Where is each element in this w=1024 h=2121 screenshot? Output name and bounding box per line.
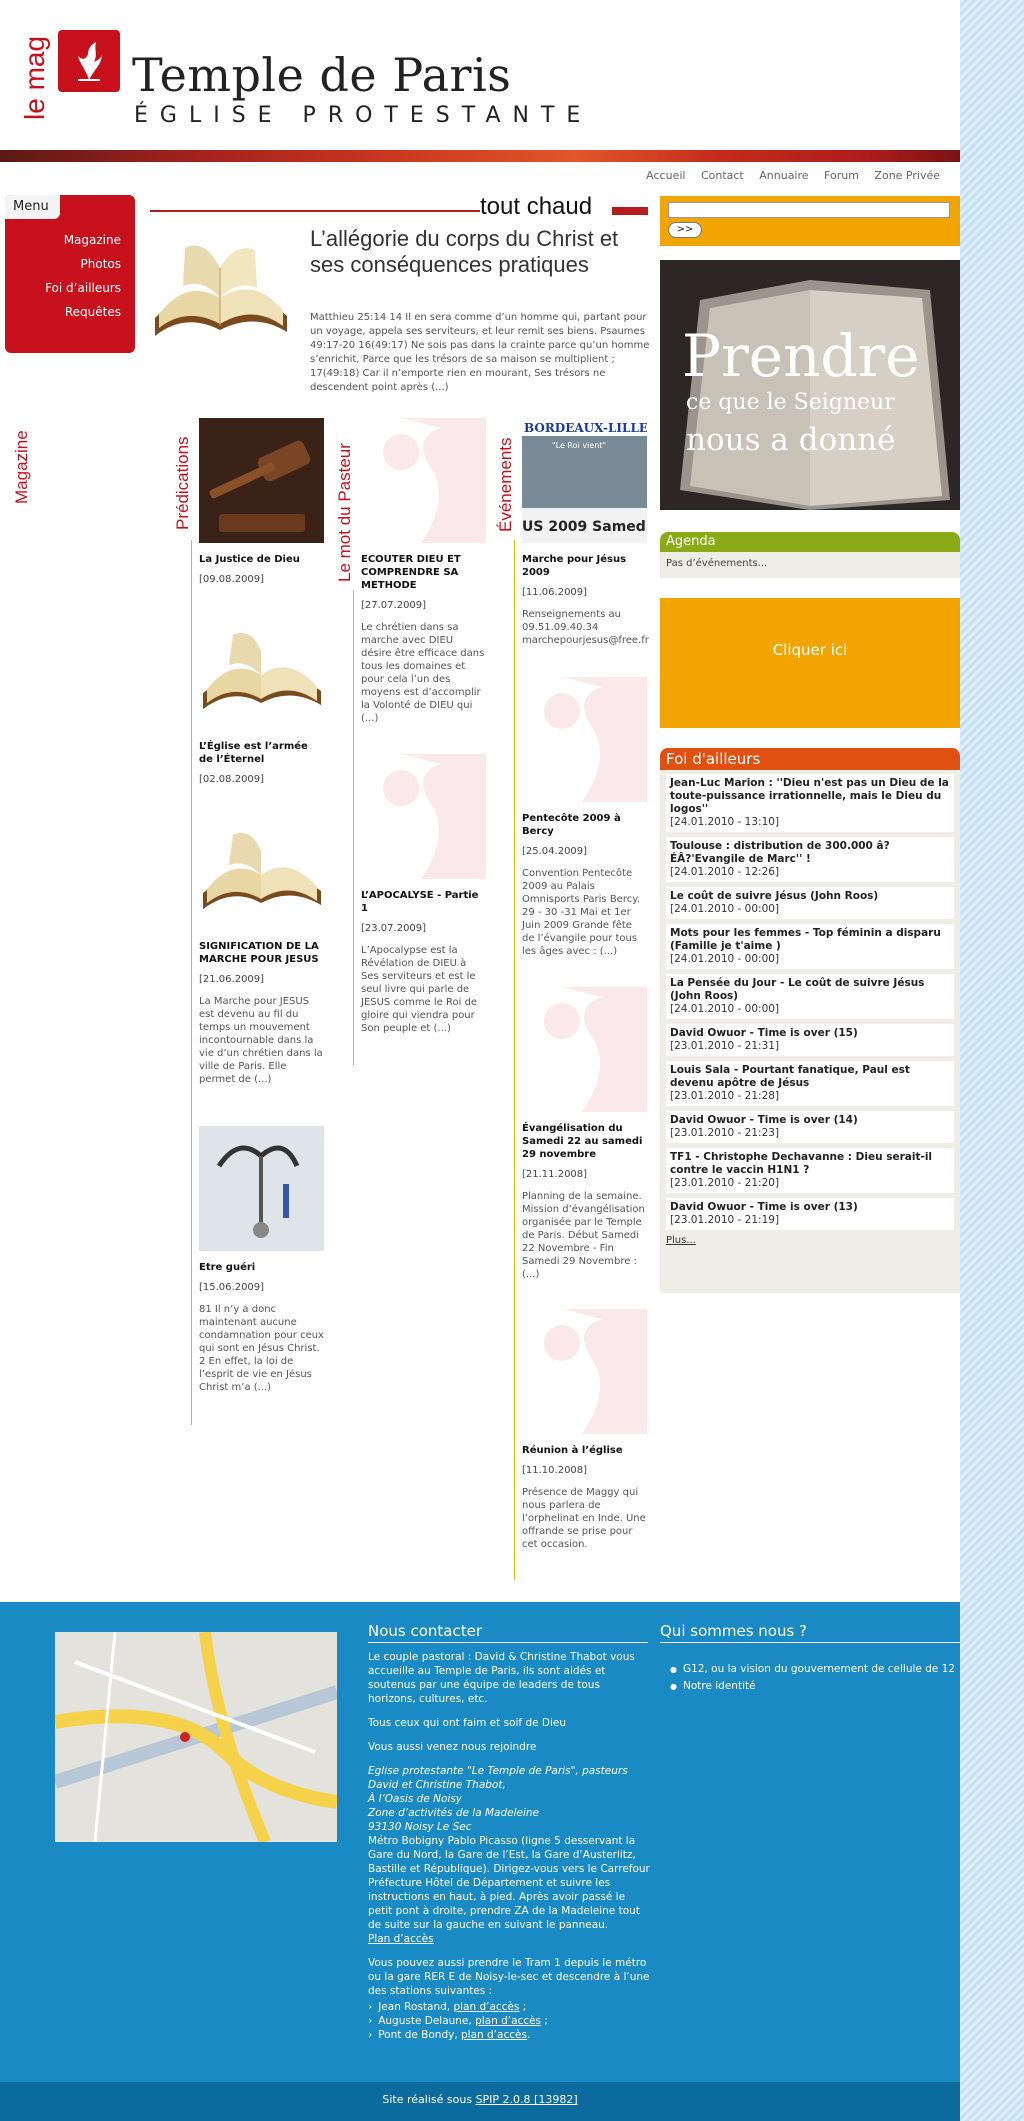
marche-poster-image[interactable] — [522, 418, 647, 543]
article-card — [199, 1126, 324, 1394]
pasteur-rule — [353, 590, 354, 1065]
featured-book-image[interactable] — [145, 228, 295, 350]
article-excerpt: Planning de la semaine. Mission d’évangélisation organisée par le Temple de Paris. Début Samedi 22 Novembre - Fin Samedi 29 Novembre : (...) — [522, 1191, 645, 1280]
foi-item[interactable] — [666, 1061, 954, 1106]
agenda-empty: Pas d’événements... — [660, 552, 960, 578]
foi-item-date: [23.01.2010 - 21:23] — [670, 1127, 780, 1139]
article-card — [199, 605, 324, 785]
article-excerpt: La Marche pour JESUS est devenu au fil du temps un mouvement incontournable dans la vie d’un chrétien dans la ville de Paris. Elle permet de (...) — [199, 996, 323, 1085]
station-plan-link[interactable]: plan d’accès — [475, 2015, 542, 2027]
contact-title: Nous contacter — [368, 1622, 648, 1643]
nav-contact[interactable]: Contact — [700, 169, 744, 182]
pasteur-label[interactable]: Le mot du Pasteur — [335, 443, 354, 582]
article-title[interactable]: Etre guéri — [199, 1262, 256, 1273]
placeholder-icon[interactable] — [522, 987, 647, 1112]
top-navigation — [634, 169, 940, 182]
cliquer-ici-button[interactable]: Cliquer ici — [660, 598, 960, 728]
foi-item-date: [24.01.2010 - 13:10] — [670, 816, 780, 828]
featured-title[interactable]: L’allégorie du corps du Christ et ses conséquences pratiques — [310, 226, 619, 277]
search-box — [660, 196, 960, 246]
menu — [5, 195, 135, 353]
footer — [0, 1602, 960, 2082]
station-item: › Auguste Delaune, plan d’accès ; — [368, 2014, 650, 2028]
article-excerpt: Renseignements au 09.51.09.40.34 marchepourjesus@free.fr — [522, 609, 649, 646]
article-card — [522, 987, 647, 1281]
featured-excerpt: Matthieu 25:14 14 Il en sera comme d’un homme qui, partant pour un voyage, appela ses serviteurs, et leur remit ses biens. Psaumes 49:17-20 16(49:17) Ne sois pas dans la crainte parce qu’un homme s’enrichit, Parce que les trésors de sa maison se multiplient ; 17(49:18) Car il n’emporte rien en mourant, Ses trésors ne descendent point après (...) — [310, 312, 650, 393]
foi-item-date: [24.01.2010 - 12:26] — [670, 866, 780, 878]
foi-item-title[interactable]: La Pensée du Jour - Le coût de suivre Jésus (John Roos) — [670, 977, 925, 1002]
foi-item-title[interactable]: Toulouse : distribution de 300.000 â?ÉÂ?'Evangile de Marc'' ! — [670, 840, 890, 865]
foi-item-title[interactable]: Mots pour les femmes - Top féminin a disparu (Famille je t'aime ) — [670, 927, 941, 952]
contact-p2: Tous ceux qui ont faim et soif de Dieu — [368, 1717, 567, 1729]
foi-item[interactable] — [666, 974, 954, 1019]
placeholder-icon[interactable] — [522, 1309, 647, 1434]
article-date: [25.04.2009] — [522, 846, 588, 857]
menu-tab: Menu — [5, 195, 60, 219]
article-title[interactable]: La Justice de Dieu — [199, 554, 300, 565]
article-date: [02.08.2009] — [199, 774, 265, 785]
article-excerpt: Le chrétien dans sa marche avec DIEU désire être efficace dans tous les domaines et pour cela l’un des moyens est d’accomplir la Volonté de DIEU qui (...) — [361, 622, 485, 724]
address-line-4: 93130 Noisy Le Sec — [368, 1821, 472, 1833]
article-title[interactable]: Pentecôte 2009 à Bercy — [522, 813, 621, 837]
station-plan-link[interactable]: plan d’accès — [461, 2029, 527, 2041]
qui-sommes-nous-title: Qui sommes nous ? — [660, 1622, 960, 1643]
article-date: [15.06.2009] — [199, 1282, 265, 1293]
station-item: › Jean Rostand, plan d’accès ; — [368, 2000, 650, 2014]
le-mag-logo[interactable] — [14, 20, 54, 130]
foi-item-title[interactable]: David Owuor - Time is over (15) — [670, 1027, 858, 1039]
credits-text: Site réalisé sous — [382, 2093, 476, 2106]
foi-item-date: [24.01.2010 - 00:00] — [670, 1003, 780, 1015]
foi-item[interactable] — [666, 1148, 954, 1193]
qui-sommes-nous-list — [670, 1662, 955, 1696]
stethoscope-image[interactable] — [199, 1126, 324, 1251]
tram-directions: Vous pouvez aussi prendre le Tram 1 depuis le métro ou la gare RER E de Noisy-le-sec et descendre à l’une des stations suivantes : — [368, 1957, 650, 1997]
placeholder-icon[interactable] — [522, 677, 647, 802]
evenements-rule — [514, 540, 515, 1580]
book-image[interactable] — [199, 605, 324, 730]
gavel-image[interactable] — [199, 418, 324, 543]
predications-rule — [191, 540, 192, 1425]
article-date: [23.07.2009] — [361, 923, 427, 934]
article-card — [199, 805, 324, 1086]
foi-item[interactable] — [666, 1198, 954, 1230]
foi-more-link[interactable]: Plus... — [666, 1235, 696, 1246]
article-excerpt: 81 Il n’y a donc maintenant aucune condamnation pour ceux qui sont en Jésus Christ. 2 En effet, la loi de l’esprit de vie en Jésus Christ m’a (...) — [199, 1304, 324, 1393]
foi-item[interactable] — [666, 774, 954, 832]
article-date: [27.07.2009] — [361, 600, 427, 611]
foi-item-date: [24.01.2010 - 00:00] — [670, 903, 780, 915]
article-excerpt: Présence de Maggy qui nous parlera de l’orphelinat en Inde. Une offrande se prise pour cet occasion. — [522, 1487, 646, 1550]
article-card — [361, 418, 486, 725]
search-button[interactable]: >> — [668, 222, 702, 238]
address-line-3: Zone d’activités de la Madeleine — [368, 1807, 540, 1819]
address-line-1: Eglise protestante "Le Temple de Paris", pasteurs David et Christine Thabot, — [368, 1765, 628, 1791]
foi-item[interactable] — [666, 837, 954, 882]
foi-ailleurs-title: Foi d'ailleurs — [660, 748, 960, 770]
article-title[interactable]: Évangélisation du Samedi 22 au samedi 29 novembre — [522, 1123, 643, 1160]
tout-chaud-label: tout chaud — [480, 193, 593, 220]
article-title[interactable]: Réunion à l’église — [522, 1445, 623, 1456]
qui-item-identite[interactable]: ● Notre identité — [670, 1679, 955, 1694]
tout-chaud-accent — [612, 207, 648, 215]
qui-item-g12[interactable]: ● G12, ou la vision du gouvernement de cellule de 12 — [670, 1662, 955, 1677]
menu-item-magazine[interactable]: Magazine — [63, 233, 121, 247]
nav-accueil[interactable]: Accueil — [646, 169, 686, 182]
article-date: [11.06.2009] — [522, 587, 588, 598]
article-date: [09.08.2009] — [199, 574, 265, 585]
magazine-label[interactable]: Magazine — [12, 430, 31, 504]
predications-label[interactable]: Prédications — [173, 436, 192, 530]
station-plan-link[interactable]: plan d’accès — [453, 2001, 520, 2013]
menu-item-foi-ailleurs[interactable]: Foi d’ailleurs — [45, 281, 121, 295]
poster-line-1: BORDEAUX-LILLE- — [524, 421, 647, 435]
nav-zone-privee[interactable]: Zone Privée — [874, 169, 940, 182]
placeholder-icon[interactable] — [361, 418, 486, 543]
foi-item[interactable] — [666, 887, 954, 919]
site-title[interactable]: Temple de Paris — [132, 48, 512, 102]
foi-item-title[interactable]: David Owuor - Time is over (13) — [670, 1201, 858, 1213]
poster-line-3: US 2009 Samedi — [522, 519, 647, 535]
article-title[interactable]: ECOUTER DIEU ET COMPRENDRE SA METHODE — [361, 554, 461, 591]
article-card — [361, 754, 486, 1035]
article-card — [522, 677, 647, 958]
address-line-2: À l’Oasis de Noisy — [368, 1793, 463, 1805]
metro-directions: Métro Bobigny Pablo Picasso (ligne 5 desservant la Gare du Nord, la Gare de l’Est, la Gare d’Austerlitz, Bastille et République). Dirigez-vous vers le Carrefour Préfecture Hôtel de Département et suivre les instructions en haut, à pied. Après avoir passé le petit pont à droite, prendre ZA de la Madeleine tout de suite sur la gauche en suivant le panneau. — [368, 1835, 650, 1931]
foi-item-title[interactable]: TF1 - Christophe Dechavanne : Dieu serait-il contre le vaccin H1N1 ? — [670, 1151, 933, 1176]
evenements-label[interactable]: Événements — [496, 437, 515, 532]
poster-line-2: "Le Roi vient" — [552, 441, 607, 450]
plan-acces-link[interactable]: Plan d’accès — [368, 1933, 434, 1945]
placeholder-icon[interactable] — [361, 754, 486, 879]
map-image[interactable] — [55, 1632, 337, 1842]
article-title[interactable]: SIGNIFICATION DE LA MARCHE POUR JESUS — [199, 941, 319, 965]
foi-item-date: [23.01.2010 - 21:20] — [670, 1177, 780, 1189]
banner-line-2: ce que le Seigneur — [686, 390, 895, 415]
article-date: [21.06.2009] — [199, 974, 265, 985]
foi-item-title[interactable]: Le coût de suivre Jésus (John Roos) — [670, 890, 879, 902]
article-title[interactable]: Marche pour Jésus 2009 — [522, 554, 627, 578]
contact-body — [368, 1650, 650, 2042]
menu-item-photos[interactable]: Photos — [80, 257, 121, 271]
banner-line-3: nous a donné — [686, 422, 896, 458]
le-mag-text: le mag — [19, 35, 50, 120]
tout-chaud-rule — [150, 210, 480, 212]
site-subtitle: ÉGLISE PROTESTANTE — [134, 103, 593, 128]
foi-item-date: [23.01.2010 - 21:28] — [670, 1090, 780, 1102]
article-date: [11.10.2008] — [522, 1465, 588, 1476]
station-item: › Pont de Bondy, plan d’accès. — [368, 2028, 650, 2042]
foi-item-date: [23.01.2010 - 21:19] — [670, 1214, 780, 1226]
foi-item[interactable] — [666, 1024, 954, 1056]
foi-item-title[interactable]: Jean-Luc Marion : ''Dieu n'est pas un Dieu de la toute-puissance irrationnelle, mais le Dieu du logos'' — [670, 777, 949, 815]
spip-link[interactable]: SPIP 2.0.8 [13982] — [475, 2093, 578, 2106]
stations-list — [368, 2000, 650, 2042]
contact-p3: Vous aussi venez nous rejoindre — [368, 1741, 537, 1753]
article-date: [21.11.2008] — [522, 1169, 588, 1180]
article-title[interactable]: L’APOCALYSE - Partie 1 — [361, 890, 479, 914]
article-excerpt: Convention Pentecôte 2009 au Palais Omnisports Paris Bercy. 29 - 30 -31 Mai et 1er Juin 2009 Grande fête de l’évangile pour tous les âges avec : (...) — [522, 868, 640, 957]
foi-item[interactable] — [666, 924, 954, 969]
foi-item-date: [23.01.2010 - 21:31] — [670, 1040, 780, 1052]
article-excerpt: L’Apocalypse est la Révélation de DIEU à Ses serviteurs et est le seul livre qui parle de JESUS comme le Roi de gloire qui viendra pour Son peuple et (...) — [361, 945, 478, 1034]
article-card — [522, 1309, 647, 1551]
header — [0, 0, 960, 162]
banner-line-1: Prendre — [682, 322, 920, 390]
foi-item-title[interactable]: Louis Sala - Pourtant fanatique, Paul est devenu apôtre de Jésus — [670, 1064, 910, 1089]
foi-item-title[interactable]: David Owuor - Time is over (14) — [670, 1114, 858, 1126]
menu-list — [45, 233, 121, 329]
article-title[interactable]: L’Église est l’armée de l’Éternel — [199, 741, 308, 765]
temple-logo-icon[interactable] — [58, 30, 120, 92]
foi-item[interactable] — [666, 1111, 954, 1143]
article-card — [199, 418, 324, 585]
search-input[interactable] — [668, 202, 950, 218]
header-band — [0, 150, 960, 162]
contact-p1: Le couple pastoral : David & Christine Thabot vous accueille au Temple de Paris, ils sont aidés et soutenus par une équipe de leaders de tous horizons, cultures, etc. — [368, 1651, 635, 1705]
prendre-banner[interactable] — [660, 260, 960, 510]
article-card — [522, 418, 647, 647]
nav-annuaire[interactable]: Annuaire — [759, 169, 809, 182]
foi-item-date: [24.01.2010 - 00:00] — [670, 953, 780, 965]
bottom-bar — [0, 2082, 960, 2121]
agenda-title: Agenda — [660, 532, 960, 552]
book-image[interactable] — [199, 805, 324, 930]
menu-item-requetes[interactable]: Requêtes — [64, 305, 121, 319]
foi-ailleurs-list — [660, 770, 960, 1293]
background-stripes — [960, 0, 1024, 2121]
nav-forum[interactable]: Forum — [824, 169, 859, 182]
